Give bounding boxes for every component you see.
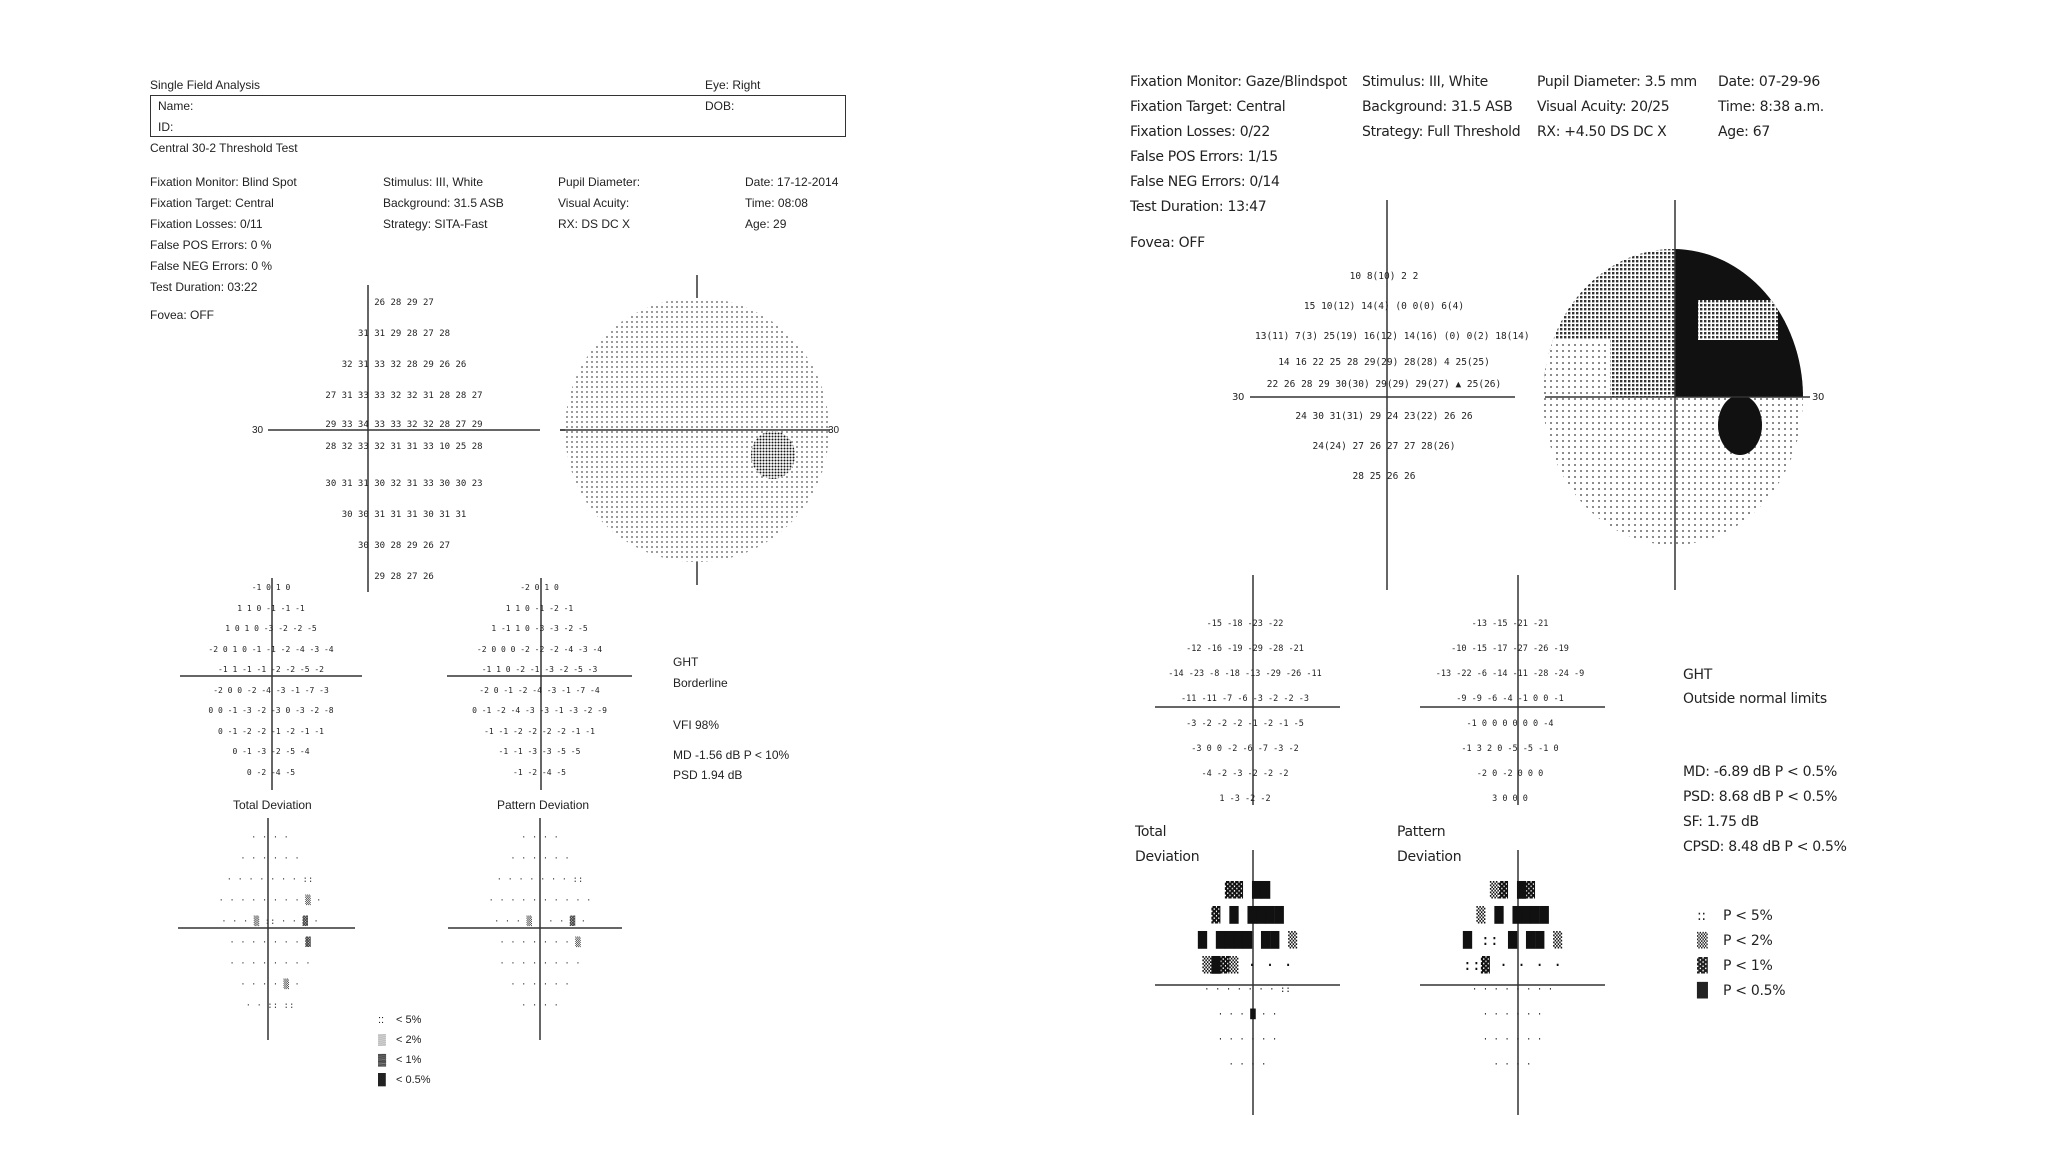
right-pattern-probability-map: ▒▓ █▓ ▒ █ ████ █ :: █ ██ ▒ ::▓ · · · · · · · · · · · · · · · · · · · · · · · · · · · ·: [1462, 881, 1563, 1070]
deviation-row: -10 -15 -17 -27 -26 -19: [1451, 644, 1569, 654]
threshold-row: 24 30 31(31) 29 24 23(22) 26 26: [1295, 411, 1473, 422]
right-cpsd: CPSD: 8.48 dB P < 0.5%: [1683, 839, 1847, 855]
info-line: Visual Acuity:: [558, 196, 630, 210]
info-line: Date: 17-12-2014: [745, 175, 839, 189]
deviation-row: 1 1 0 -1 -2 -1: [505, 603, 574, 613]
deviation-row: -12 -16 -19 -29 -28 -21: [1186, 644, 1304, 654]
left-psd: PSD 1.94 dB: [673, 768, 743, 782]
p1-symbol-icon: ▓: [378, 1054, 387, 1066]
info-line: Background: 31.5 ASB: [1362, 99, 1513, 115]
info-line: RX: +4.50 DS DC X: [1537, 124, 1667, 140]
threshold-row: 26 28 29 27: [374, 298, 434, 308]
deviation-row: 1 0 1 0 -3 -2 -2 -5: [225, 624, 317, 633]
legend-item: :: P < 5%: [1697, 904, 1785, 929]
threshold-row: 32 31 33 32 28 29 26 26: [341, 360, 467, 370]
legend-item: █ P < 0.5%: [1697, 979, 1785, 1004]
info-line: Background: 31.5 ASB: [383, 196, 504, 210]
deviation-row: 3 0 0 0: [1492, 794, 1528, 804]
deviation-row: -4 -2 -3 -2 -2 -2: [1201, 769, 1289, 779]
right-legend: [1697, 904, 1785, 1004]
info-line: False POS Errors: 1/15: [1130, 149, 1278, 165]
deviation-row: 1 1 0 -1 -1 -1: [237, 603, 305, 613]
threshold-row: 30 30 28 29 26 27: [357, 541, 451, 551]
deviation-row: -2 0 1 0 -1 -1 -2 -4 -3 -4: [208, 644, 334, 654]
deviation-row: 0 -1 -2 -4 -3 -3 -1 -3 -2 -9: [472, 706, 607, 715]
deviation-row: -1 0 1 0: [251, 583, 291, 592]
right-axis-label: 30: [1232, 392, 1245, 403]
p5-symbol-icon: ::: [1697, 908, 1706, 924]
info-line: Date: 07-29-96: [1718, 74, 1820, 90]
deviation-row: 0 -1 -2 -2 -1 -2 -1 -1: [218, 726, 324, 736]
right-ght-label: GHT: [1683, 667, 1713, 683]
left-grayscale-axis-label: 30: [828, 425, 840, 436]
legend-item: ▓ P < 1%: [1697, 954, 1785, 979]
legend-item: ▒ < 2%: [378, 1030, 431, 1050]
deviation-row: -1 -1 -2 -2 -2 -2 -1 -1: [484, 726, 595, 736]
deviation-row: -1 3 2 0 -5 -5 -1 0: [1461, 744, 1559, 754]
deviation-row: -14 -23 -8 -18 -13 -29 -26 -11: [1168, 669, 1322, 679]
threshold-row: 13(11) 7(3) 25(19) 16(12) 14(16) (0) 0(2) 18(14): [1255, 331, 1530, 342]
info-line: Fixation Target: Central: [150, 196, 274, 210]
deviation-row: 0 -1 -3 -2 -5 -4: [232, 747, 310, 756]
info-line: Age: 29: [745, 217, 787, 231]
left-eye: Eye: Right: [705, 78, 761, 92]
deviation-row: -9 -9 -6 -4 -1 0 0 -1: [1456, 694, 1564, 704]
deviation-row: -1 1 0 -2 -1 -3 -2 -5 -3: [481, 665, 598, 674]
info-line: False NEG Errors: 0 %: [150, 259, 273, 273]
left-report-title: Single Field Analysis: [150, 78, 261, 92]
name-label: Name:: [158, 99, 194, 113]
info-line: Strategy: Full Threshold: [1362, 124, 1521, 140]
info-line: Time: 8:38 a.m.: [1718, 99, 1824, 115]
right-total-probability-map: ▓▓ ██ ▓ █ ████ █ ████ ██ ▒ ▒█▓▒ · · · · · · · · · · :: · · · █ · · · · · · · · · · · ·: [1197, 881, 1298, 1070]
threshold-row: 29 28 27 26: [374, 572, 434, 582]
right-fovea: Fovea: OFF: [1130, 235, 1205, 251]
deviation-row: 1 -1 1 0 -3 -3 -2 -5: [491, 624, 588, 633]
deviation-row: -11 -11 -7 -6 -3 -2 -2 -3: [1181, 694, 1309, 704]
left-fovea: Fovea: OFF: [150, 308, 215, 322]
deviation-row: -1 0 0 0 0 0 0 -4: [1466, 719, 1554, 729]
p2-symbol-icon: ▒: [378, 1034, 386, 1046]
right-total-deviation-label: Total Deviation: [1135, 824, 1200, 865]
info-line: Test Duration: 13:47: [1130, 199, 1267, 215]
deviation-row: -3 0 0 -2 -6 -7 -3 -2: [1191, 744, 1299, 754]
right-total-deviation-values: [1145, 612, 1345, 812]
deviation-row: 1 -3 -2 -2: [1219, 794, 1271, 804]
info-line: Time: 08:08: [745, 196, 808, 210]
deviation-row: -15 -18 -23 -22: [1206, 619, 1284, 629]
deviation-row: -2 0 0 0 -2 -2 -2 -4 -3 -4: [476, 644, 603, 654]
info-line: Pupil Diameter: 3.5 mm: [1537, 74, 1697, 90]
deviation-row: 0 0 -1 -3 -2 -3 0 -3 -2 -8: [208, 706, 334, 715]
test-name: Central 30-2 Threshold Test: [150, 141, 298, 155]
info-line: Strategy: SITA-Fast: [383, 217, 488, 231]
threshold-row: 28 25 26 26: [1352, 471, 1416, 482]
dob-label: DOB:: [705, 99, 735, 113]
left-pattern-deviation-label: Pattern Deviation: [497, 798, 590, 812]
p5-symbol-icon: ::: [378, 1014, 385, 1026]
info-line: RX: DS DC X: [558, 217, 631, 231]
info-line: Pupil Diameter:: [558, 175, 641, 189]
deviation-row: 0 -2 -4 -5: [246, 767, 296, 777]
left-vfi: VFI 98%: [673, 718, 720, 732]
info-line: Fixation Target: Central: [1130, 99, 1286, 115]
id-label: ID:: [158, 120, 174, 134]
threshold-row: 22 26 28 29 30(30) 29(29) 29(27) ▲ 25(26): [1266, 379, 1502, 390]
left-pattern-probability-map: · · · · · · · · · · · · · · · · · :: · · · · · · · · · · · · · ▒ · · · ▓ · · · · · · · · ▒ · · · · · · · · · · · · · · · · · ·: [488, 833, 592, 1011]
legend-item: █ < 0.5%: [378, 1070, 431, 1090]
info-line: Fixation Monitor: Blind Spot: [150, 175, 297, 189]
p2-symbol-icon: ▒: [1697, 933, 1708, 949]
deviation-row: -13 -15 -21 -21: [1471, 619, 1549, 629]
right-grayscale-axis-label: 30: [1812, 392, 1825, 403]
threshold-row: 31 31 29 28 27 28: [357, 329, 451, 339]
deviation-row: -13 -22 -6 -14 -11 -28 -24 -9: [1435, 669, 1585, 679]
info-line: Fixation Losses: 0/11: [150, 217, 263, 231]
left-ght-label: GHT: [673, 655, 699, 669]
left-md: MD -1.56 dB P < 10%: [673, 748, 790, 762]
deviation-row: -3 -2 -2 -2 -1 -2 -1 -5: [1186, 719, 1304, 729]
right-pattern-deviation-label: Pattern Deviation: [1397, 824, 1462, 865]
info-line: Stimulus: III, White: [1362, 74, 1488, 90]
right-sf: SF: 1.75 dB: [1683, 814, 1759, 830]
left-axis-label: 30: [252, 425, 264, 436]
info-line: Visual Acuity: 20/25: [1537, 99, 1670, 115]
threshold-row: 30 31 31 30 32 31 33 30 30 23: [325, 479, 483, 489]
info-line: Age: 67: [1718, 124, 1770, 140]
info-line: Fixation Monitor: Gaze/Blindspot: [1130, 74, 1348, 90]
threshold-row: 27 31 33 33 32 32 31 28 28 27: [325, 391, 483, 401]
deviation-row: -2 0 0 -2 -4 -3 -1 -7 -3: [213, 685, 329, 695]
info-line: Fixation Losses: 0/22: [1130, 124, 1270, 140]
threshold-row: 24(24) 27 26 27 27 28(26): [1312, 441, 1456, 452]
p05-symbol-icon: █: [378, 1074, 386, 1086]
info-line: False NEG Errors: 0/14: [1130, 174, 1280, 190]
right-pattern-deviation-values: [1410, 612, 1610, 812]
info-line: Test Duration: 03:22: [150, 280, 258, 294]
threshold-row: 28 32 33 32 31 31 33 10 25 28: [325, 442, 483, 452]
deviation-row: -1 -2 -4 -5: [513, 767, 566, 777]
left-total-probability-map: · · · · · · · · · · · · · · · · · :: · · · · · · · · ▒ · · · · ▒ :: · · ▓ · · · · · · · · ▓ · · · · · · · · · · · · ▒ · · · :: ::: [218, 833, 322, 1011]
p1-symbol-icon: ▓: [1697, 958, 1708, 974]
info-line: Stimulus: III, White: [383, 175, 484, 189]
threshold-row: 10 8(10) 2 2: [1349, 271, 1419, 282]
threshold-row: 29 33 34 33 33 32 32 28 27 29: [325, 420, 483, 430]
legend-item: ▒ P < 2%: [1697, 929, 1785, 954]
p05-symbol-icon: █: [1697, 983, 1708, 999]
deviation-row: -2 0 -1 -2 -4 -3 -1 -7 -4: [479, 685, 600, 695]
legend-item: :: < 5%: [378, 1010, 431, 1030]
deviation-row: -2 0 -2 0 0 0: [1476, 769, 1544, 779]
right-psd: PSD: 8.68 dB P < 0.5%: [1683, 789, 1838, 805]
legend-item: ▓ < 1%: [378, 1050, 431, 1070]
threshold-row: 15 10(12) 14(4) (0 0(0) 6(4): [1303, 301, 1465, 312]
deviation-row: -2 0 1 0: [520, 583, 559, 592]
deviation-row: -1 1 -1 -1 -2 -2 -5 -2: [218, 665, 324, 674]
right-ght-value: Outside normal limits: [1683, 691, 1827, 707]
left-total-deviation-label: Total Deviation: [233, 798, 312, 812]
threshold-row: 14 16 22 25 28 29(29) 28(28) 4 25(25): [1278, 357, 1490, 368]
deviation-row: -1 -1 -3 -3 -5 -5: [498, 747, 581, 756]
threshold-row: 30 30 31 31 31 30 31 31: [341, 510, 467, 520]
left-ght-value: Borderline: [673, 676, 728, 690]
right-md: MD: -6.89 dB P < 0.5%: [1683, 764, 1837, 780]
info-line: False POS Errors: 0 %: [150, 238, 272, 252]
